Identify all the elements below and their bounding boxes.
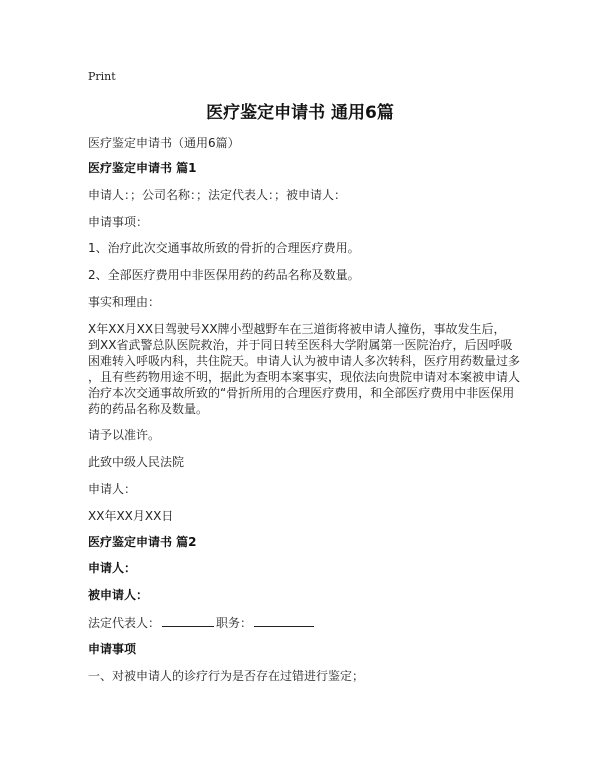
request-item-2: 2、全部医疗费用中非医保用药的药品名称及数量。: [88, 268, 360, 282]
applicant-signature-label: 申请人：: [88, 482, 137, 496]
legal-rep-label: 法定代表人：: [88, 616, 161, 630]
section-heading-1: 医疗鉴定申请书 篇1: [88, 161, 197, 175]
respondent-label: 被申请人：: [88, 588, 149, 602]
position-blank: [254, 614, 314, 627]
legal-rep-blank: [162, 614, 214, 627]
document-subtitle: 医疗鉴定申请书（通用6篇）: [88, 136, 240, 150]
facts-line-1: X年XX月XX日驾驶号XX牌小型越野车在三道街将被申请人撞伤，事故发生后，: [88, 322, 506, 336]
print-link[interactable]: Print: [88, 70, 116, 83]
facts-line-4: ，且有些药物用途不明，据此为查明本案事实，现依法向贵院申请对本案被申请人: [88, 370, 521, 384]
facts-label: 事实和理由：: [88, 295, 161, 309]
applicant-label: 申请人：: [88, 561, 137, 575]
items-label: 申请事项：: [88, 215, 149, 229]
document-title: 医疗鉴定申请书 通用6篇: [206, 103, 394, 123]
application-date: XX年XX月XX日: [88, 509, 174, 523]
section-heading-2: 医疗鉴定申请书 篇2: [88, 535, 197, 549]
facts-line-2: 到XX省武警总队医院救治，并于同日转至医科大学附属第一医院治疗，后因呼吸: [88, 338, 513, 352]
position-label: 职务：: [216, 616, 253, 630]
request-item-2-1: 一、对被申请人的诊疗行为是否存在过错进行鉴定；: [88, 669, 365, 683]
parties-line: 申请人：；公司名称：；法定代表人：；被申请人：: [88, 188, 347, 202]
legal-rep-line: [88, 614, 316, 631]
facts-line-6: 药的药品名称及数量。: [88, 402, 209, 416]
facts-line-3: 困难转入呼吸内科，共住院天。申请人认为被申请人多次转科，医疗用药数量过多: [88, 354, 521, 368]
items-heading-2: 申请事项: [88, 642, 137, 656]
request-approval: 请予以准许。: [88, 428, 161, 442]
request-item-1: 1、治疗此次交通事故所致的骨折的合理医疗费用。: [88, 241, 360, 255]
court-addressee: 此致中级人民法院: [88, 455, 185, 469]
facts-line-5: 治疗本次交通事故所致的“骨折所用的合理医疗费用，和全部医疗费用中非医保用: [88, 386, 515, 400]
